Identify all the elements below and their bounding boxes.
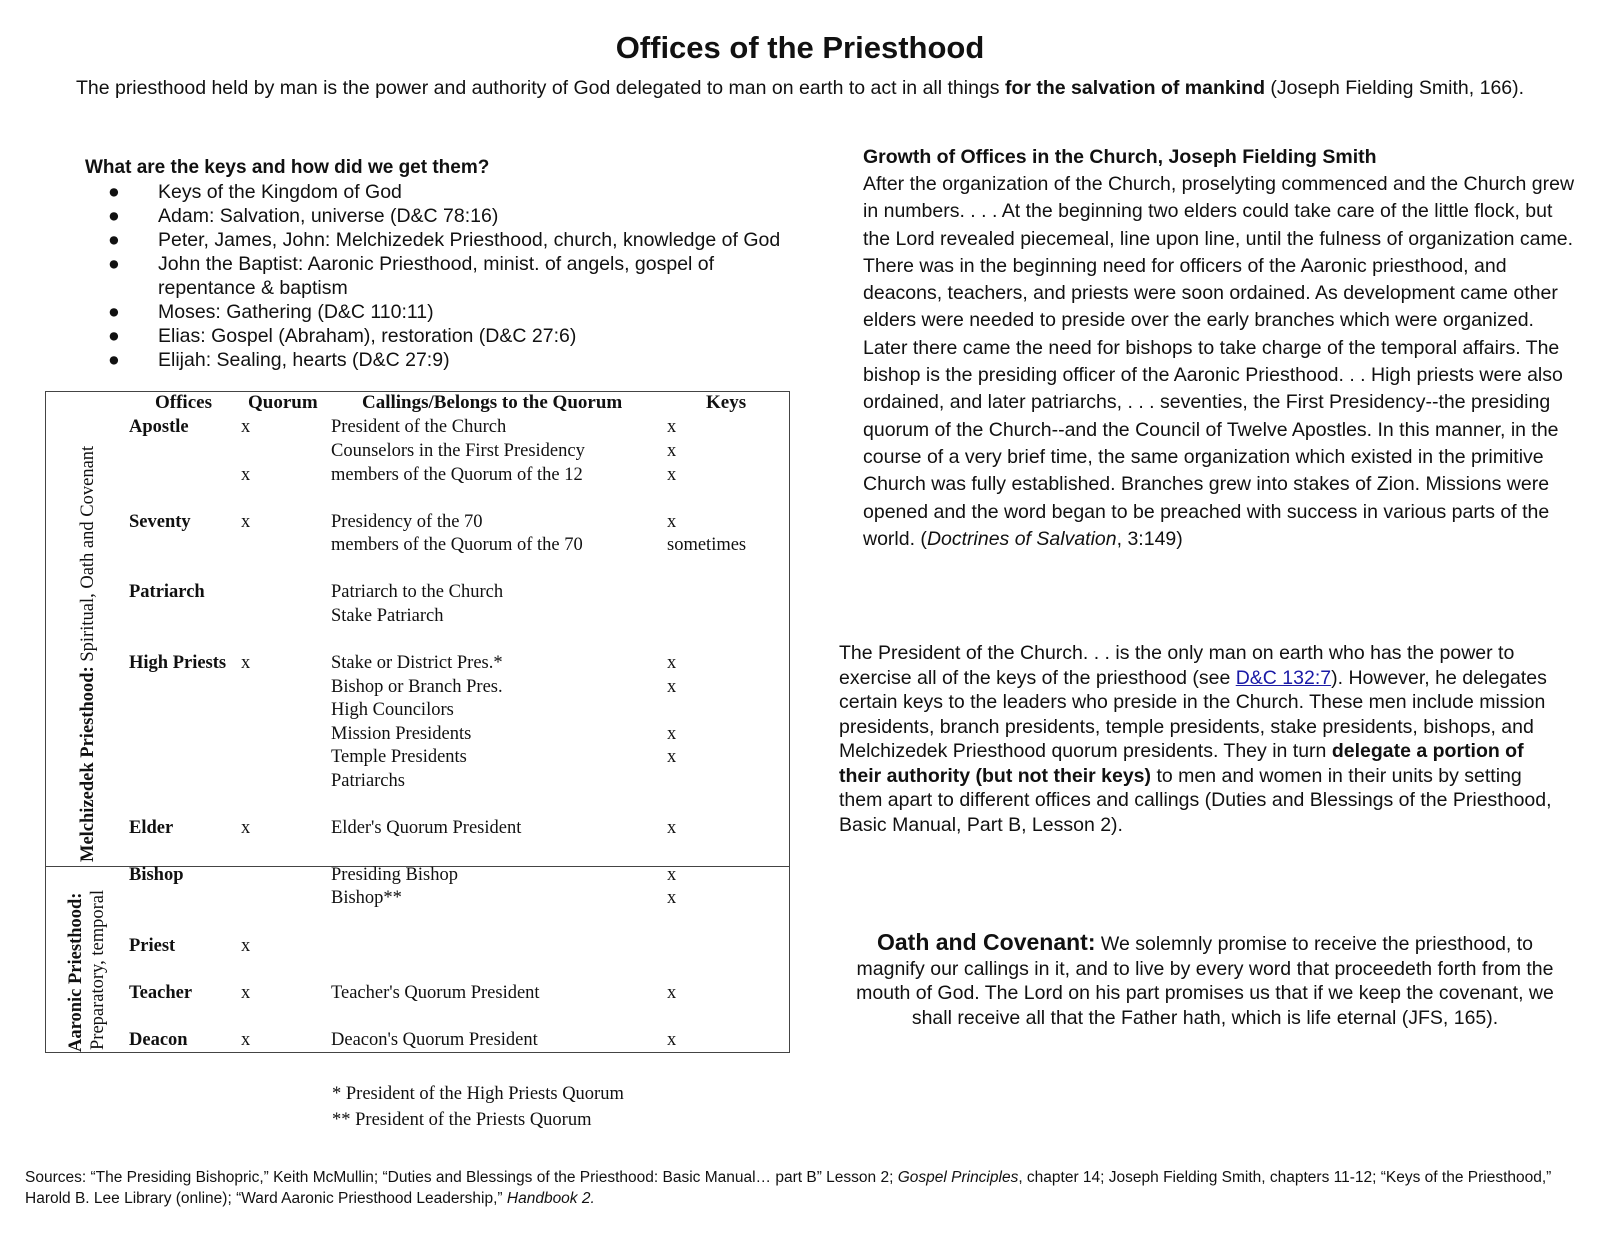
footnote-2: ** President of the Priests Quorum: [332, 1110, 592, 1130]
office-patriarch: Patriarch: [129, 582, 205, 602]
growth-paragraph-2: Later there came the need for bishops to take charge of the temporal affairs. The bishop is the presiding officer of the Aaronic Priesthood. . . High priests were also ordained, and later patriarchs, . . . seventies, the First Presidency--the presiding quorum of the Church--and the Council of Twelve Apostles. In this manner, in the course of a very brief time, the same organization which existed in the primitive Church was fully established. Branches grew into stakes of Zion. Missions were opened and the word began to be preached with success in various parts of the world. (Doctrines of Salvation, 3:149): [863, 336, 1563, 550]
calling: Mission Presidents: [331, 724, 472, 744]
keys-list-item: ● Moses: Gathering (D&C 110:11): [108, 301, 434, 323]
calling: Bishop**: [331, 888, 402, 908]
keys-mark: x: [667, 983, 677, 1003]
keys-list-item: ● Elijah: Sealing, hearts (D&C 27:9): [108, 349, 450, 371]
calling: Bishop or Branch Pres.: [331, 677, 503, 697]
quorum-mark: x: [241, 465, 251, 485]
scripture-link[interactable]: D&C 132:7: [1235, 666, 1332, 689]
keys-mark: x: [667, 677, 677, 697]
citation-title: Doctrines of Salvation: [926, 527, 1117, 550]
office-high-priests: High Priests: [129, 653, 227, 673]
calling: Stake or District Pres.*: [331, 653, 503, 673]
footnote-1: * President of the High Priests Quorum: [332, 1084, 624, 1104]
calling: Counselors in the First Presidency: [331, 441, 585, 461]
page-subtitle: [0, 77, 1600, 100]
keys-list-item: ● Peter, James, John: Melchizedek Priesthood, church, knowledge of God: [108, 229, 781, 251]
keys-mark: x: [667, 465, 677, 485]
calling: Stake Patriarch: [331, 606, 444, 626]
header-callings: Callings/Belongs to the Quorum: [362, 392, 623, 413]
subtitle-text: The priesthood held by man is the power and authority of God delegated to man on earth to act in all things: [75, 77, 1005, 99]
quorum-mark: x: [241, 653, 251, 673]
calling: President of the Church: [331, 417, 507, 437]
bullet-icon: ●: [108, 229, 120, 251]
keys-list-item: ● Adam: Salvation, universe (D&C 78:16): [108, 205, 499, 227]
keys-mark: x: [667, 888, 677, 908]
aaronic-label-line1: Aaronic Priesthood:: [66, 892, 86, 1052]
growth-paragraph-1: After the organization of the Church, proselyting commenced and the Church grew in numbers. . . . At the beginning two elders could take care of the little flock, but the Lord revealed piecemeal, line upon line, until the fulness of organization came. There was in the beginning need for officers of the Aaronic priesthood, and deacons, teachers, and priests were soon ordained. As development came other elders were needed to preside over the early branches which were organized.: [863, 173, 1575, 332]
calling: High Councilors: [331, 700, 454, 720]
keys-mark: x: [667, 865, 677, 885]
calling: Teacher's Quorum President: [331, 983, 540, 1003]
calling: Presidency of the 70: [331, 512, 483, 532]
quorum-mark: x: [241, 512, 251, 532]
keys-list: [85, 180, 825, 372]
calling: members of the Quorum of the 12: [331, 465, 583, 485]
keys-mark: x: [667, 441, 677, 461]
keys-mark: x: [667, 818, 677, 838]
calling: Patriarchs: [331, 771, 405, 791]
keys-list-item: ● Elias: Gospel (Abraham), restoration (D&C 27:6): [108, 325, 577, 347]
office-apostle: Apostle: [129, 417, 189, 437]
bullet-icon: ●: [108, 181, 120, 203]
president-paragraph: The President of the Church. . . is the only man on earth who has the power to exercise all of the keys of the priesthood (see D&C 132:7). However, he delegates certain keys to the leaders who preside in the Church. These men include mission presidents, branch presidents, temple presidents, stake presidents, bishops, and Melchizedek Priesthood quorum presidents. They in turn delegate a portion of their authority (but not their keys) to men and women in their units by setting them apart to different offices and callings (Duties and Blessings of the Priesthood, Basic Manual, Part B, Lesson 2).: [839, 642, 1552, 836]
calling: Temple Presidents: [331, 747, 467, 767]
keys-mark: x: [667, 1030, 677, 1050]
office-bishop: Bishop: [129, 865, 184, 885]
melchizedek-label: Melchizedek Priesthood: Spiritual, Oath and Covenant: [78, 445, 98, 862]
office-seventy: Seventy: [129, 512, 191, 532]
page-title: Offices of the Priesthood: [615, 30, 985, 65]
keys-heading: What are the keys and how did we get them?: [85, 157, 490, 178]
header-quorum: Quorum: [248, 392, 318, 413]
calling: Elder's Quorum President: [331, 818, 522, 838]
keys-mark: sometimes: [667, 535, 747, 555]
keys-mark: x: [667, 417, 677, 437]
keys-mark: x: [667, 724, 677, 744]
office-deacon: Deacon: [129, 1030, 188, 1050]
growth-heading: Growth of Offices in the Church, Joseph Fielding Smith: [863, 146, 1377, 168]
keys-mark: x: [667, 653, 677, 673]
calling: Deacon's Quorum President: [331, 1030, 538, 1050]
bullet-icon: ●: [108, 301, 120, 323]
keys-mark: x: [667, 747, 677, 767]
keys-mark: x: [667, 512, 677, 532]
office-elder: Elder: [129, 818, 174, 838]
subtitle-bold: for the salvation of mankind: [1004, 77, 1265, 99]
keys-list-item: ● John the Baptist: Aaronic Priesthood, minist. of angels, gospel of repentance & baptism: [108, 253, 715, 299]
bullet-icon: ●: [108, 205, 120, 227]
growth-text: [863, 171, 1583, 553]
quorum-mark: x: [241, 1030, 251, 1050]
quorum-mark: x: [241, 983, 251, 1003]
quorum-mark: x: [241, 936, 251, 956]
calling: Patriarch to the Church: [331, 582, 504, 602]
aaronic-label-line2: Preparatory, temporal: [88, 889, 108, 1050]
bullet-icon: ●: [108, 349, 120, 371]
oath-paragraph: Oath and Covenant: We solemnly promise to receive the priesthood, to magnify our callings in it, and to live by every word that proceedeth forth from the mouth of God. The Lord on his part promises us that if we keep the covenant, we shall receive all that the Father hath, which is life eternal (JFS, 165).: [856, 929, 1554, 1029]
header-offices: Offices: [155, 392, 212, 413]
sources-footer: Sources: “The Presiding Bishopric,” Keith McMullin; “Duties and Blessings of the Priesthood: Basic Manual… part B” Lesson 2; Gospel Principles, chapter 14; Joseph Fielding Smith, chapters 11-12; “Keys of the Priesthood,” Harold B. Lee Library (online); “Ward Aaronic Priesthood Leadership,” Handbook 2.: [25, 1169, 1552, 1207]
subtitle-citation: (Joseph Fielding Smith, 166).: [1265, 77, 1525, 99]
keys-list-item: ● Keys of the Kingdom of God: [108, 181, 402, 203]
office-teacher: Teacher: [129, 983, 193, 1003]
calling: members of the Quorum of the 70: [331, 535, 583, 555]
bullet-icon: ●: [108, 253, 120, 275]
header-keys: Keys: [706, 392, 747, 413]
quorum-mark: x: [241, 818, 251, 838]
bullet-icon: ●: [108, 325, 120, 347]
quorum-mark: x: [241, 417, 251, 437]
office-priest: Priest: [129, 936, 176, 956]
emphasis-text: delegate a portion of their authority (but not their keys): [839, 740, 1524, 787]
calling: Presiding Bishop: [331, 865, 458, 885]
oath-heading: Oath and Covenant:: [876, 929, 1096, 955]
